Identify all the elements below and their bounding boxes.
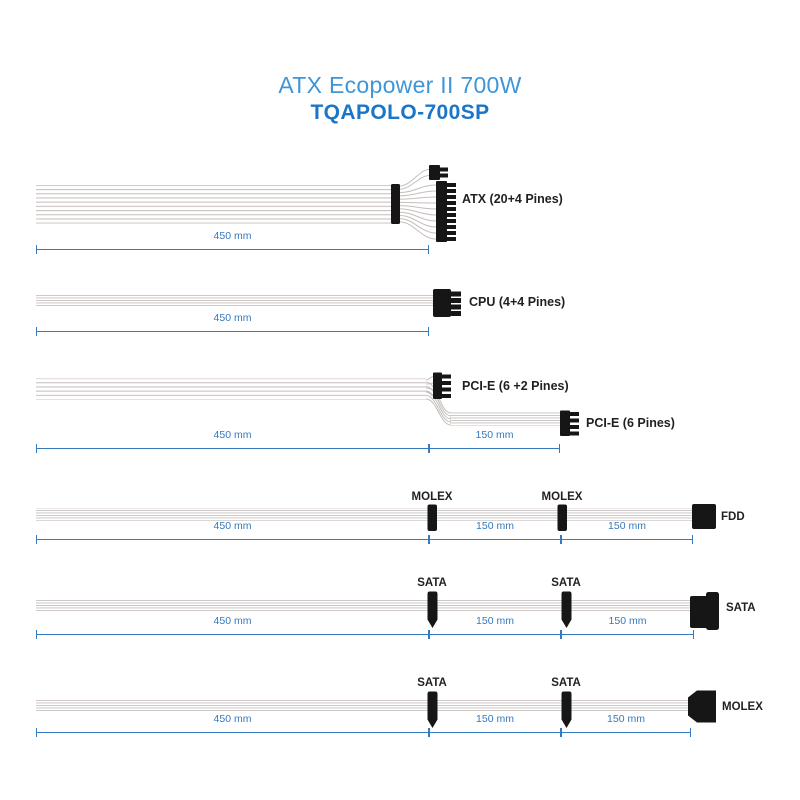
sata-end-connector (690, 592, 719, 630)
sata-inline-label: SATA (551, 677, 581, 689)
molex-end-connector (688, 691, 716, 723)
cable-binder (391, 184, 400, 224)
sata-inline-label: SATA (417, 677, 447, 689)
cpu-8pin-connector (433, 289, 461, 317)
measure-line (561, 728, 691, 737)
cpu-connector-label: CPU (4+4 Pines) (469, 295, 566, 309)
measure-sata-molex-450mm (36, 713, 429, 737)
fdd-end-label: FDD (721, 511, 745, 523)
measure-peripheral-150mm (429, 520, 561, 544)
measure-atx-450mm (36, 230, 429, 254)
sata-molex-wire-bundle (36, 700, 690, 713)
measure-line (429, 728, 561, 737)
measure-length-label: 450 mm (213, 230, 252, 242)
measure-pcie-150mm (429, 429, 560, 453)
pcie-8pin-label: PCI-E (6 +2 Pines) (462, 379, 569, 393)
measure-cpu-450mm (36, 312, 429, 336)
measure-line (429, 630, 561, 639)
measure-peripheral-450mm (36, 520, 429, 544)
measure-length-label: 450 mm (213, 520, 252, 532)
measure-line (429, 444, 560, 453)
measure-line (561, 630, 694, 639)
sata-inline-label: SATA (417, 577, 447, 589)
measure-pcie-450mm (36, 429, 429, 453)
measure-sata-molex-150mm (429, 713, 561, 737)
measure-sata-150mm (561, 615, 694, 639)
pcie-6pin-connector (560, 411, 579, 437)
pcie-wire-bundle (36, 379, 426, 400)
molex-inline-label: MOLEX (411, 491, 453, 503)
measure-line (36, 327, 429, 336)
measure-line (36, 444, 429, 453)
measure-length-label: 150 mm (475, 429, 514, 441)
atx-connector-label: ATX (20+4 Pines) (462, 192, 563, 206)
measure-length-label: 150 mm (476, 713, 514, 725)
measure-length-label: 150 mm (476, 520, 514, 532)
sata-end-label: SATA (726, 602, 756, 614)
sata-wire-bundle (36, 600, 692, 613)
measure-line (36, 535, 429, 544)
measure-length-label: 450 mm (213, 429, 252, 441)
measure-sata-150mm (429, 615, 561, 639)
measure-length-label: 450 mm (213, 312, 252, 324)
measure-sata-450mm (36, 615, 429, 639)
product-model: TQAPOLO-700SP (310, 101, 490, 124)
product-title: ATX Ecopower II 700W (278, 72, 522, 98)
atx-wire-bundle (36, 185, 392, 224)
measure-length-label: 150 mm (476, 615, 514, 627)
measure-length-label: 150 mm (607, 713, 645, 725)
measure-line (429, 535, 561, 544)
measure-sata-molex-150mm (561, 713, 691, 737)
sata-inline-label: SATA (551, 577, 581, 589)
molex-inline-label: MOLEX (541, 491, 583, 503)
atx-4pin-connector (429, 165, 448, 180)
measure-line (36, 728, 429, 737)
atx-24pin-connector (436, 181, 456, 242)
measure-length-label: 150 mm (608, 520, 646, 532)
peripheral-wire-bundle (36, 508, 694, 521)
measure-peripheral-150mm (561, 520, 693, 544)
cpu-wire-bundle (36, 294, 433, 308)
fdd-connector (692, 504, 716, 529)
molex-end-label: MOLEX (722, 701, 763, 713)
measure-length-label: 450 mm (213, 615, 252, 627)
measure-line (561, 535, 693, 544)
pcie-extension-bundle (450, 412, 560, 426)
measure-line (36, 630, 429, 639)
measure-length-label: 150 mm (608, 615, 647, 627)
measure-length-label: 450 mm (213, 713, 252, 725)
pcie-8pin-connector (433, 373, 451, 400)
pcie-6pin-label: PCI-E (6 Pines) (586, 416, 675, 430)
measure-line (36, 245, 429, 254)
